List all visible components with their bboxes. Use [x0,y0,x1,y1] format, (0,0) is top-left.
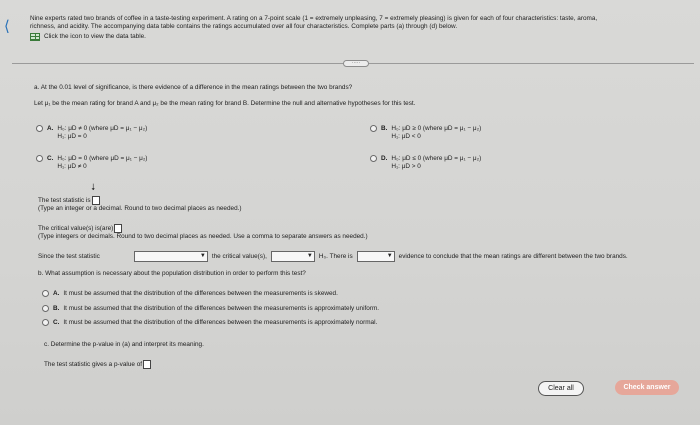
radio-option-a[interactable] [36,125,43,132]
back-chevron-icon[interactable]: ⟨ [4,18,10,35]
assumption-option-a[interactable] [42,290,338,298]
p-value-label: The test statistic gives a p-value of [44,361,143,369]
assumption-option-c[interactable] [42,319,377,327]
radio-option-d[interactable] [370,155,377,162]
critical-value-row [38,224,122,233]
option-text: It must be assumed that the distribution of the differences between the measurements is approximately uniform. [63,305,380,312]
option-h0: H₀: μD ≥ 0 (where μD = μ₁ − μ₂) [391,125,482,132]
critical-value-input[interactable] [114,224,122,233]
option-letter: D. [381,155,388,162]
conclusion-row [38,251,628,262]
since-mid: the critical value(s), [211,252,267,260]
option-text: It must be assumed that the distribution of the differences between the measurements is approximately normal. [63,319,378,326]
critical-value-label: The critical value(s) is(are) [38,225,114,233]
since-suffix: evidence to conclude that the mean ratings are different between the two brands. [398,252,628,260]
hypothesis-option-d[interactable] [370,155,481,171]
part-b-prompt: b. What assumption is necessary about the population distribution in order to perform this test? [38,270,306,277]
reject-dropdown[interactable] [271,251,315,262]
radio-assumption-c[interactable] [42,319,49,326]
option-h1: H₁: μD = 0 [57,133,87,140]
option-letter: B. [53,305,60,312]
part-a-instruction: Let μ₁ be the mean rating for brand A and μ₂ be the mean rating for brand B. Determine the null and alternative hypotheses for this test. [34,100,416,107]
option-text: It must be assumed that the distribution of the differences between the measurements is skewed. [63,290,338,297]
radio-assumption-a[interactable] [42,290,49,297]
data-link-text[interactable]: Click the icon to view the data table. [44,33,146,40]
evidence-dropdown[interactable] [357,251,395,262]
intro-line-2: richness, and acidity. The accompanying data table contains the ratings accumulated over all four characteristics. Complete parts (a) through (d) below. [30,23,458,30]
option-h1: H₁: μD ≠ 0 [57,163,87,170]
option-letter: C. [47,155,54,162]
hypothesis-option-c[interactable] [36,155,147,171]
since-prefix: Since the test statistic [38,252,100,260]
hypothesis-option-a[interactable] [36,125,147,141]
dropdown-arrow-icon: ▼ [306,253,313,259]
option-h1: H₁: μD < 0 [391,133,421,140]
dropdown-arrow-icon: ▼ [386,253,393,259]
p-value-input[interactable] [143,360,151,369]
data-table-link[interactable] [30,33,146,41]
part-a-prompt: a. At the 0.01 level of significance, is there evidence of a difference in the mean ratings between the two brands? [34,84,353,91]
option-letter: A. [47,125,54,132]
hypothesis-option-b[interactable] [370,125,481,141]
radio-option-c[interactable] [36,155,43,162]
expand-pill-button[interactable]: ····· [343,60,369,67]
test-statistic-label: The test statistic is [38,197,91,205]
dropdown-arrow-icon: ▼ [199,253,206,259]
question-intro [30,15,690,31]
test-statistic-row [38,196,100,205]
critical-value-hint: (Type integers or decimals. Round to two decimal places as needed. Use a comma to separate answers as needed.) [38,233,368,240]
comparison-dropdown[interactable] [134,251,208,262]
option-h0: H₀: μD ≠ 0 (where μD = μ₁ − μ₂) [57,125,148,132]
option-letter: A. [53,290,60,297]
p-value-row [44,360,151,369]
option-letter: B. [381,125,388,132]
option-h0: H₀: μD ≤ 0 (where μD = μ₁ − μ₂) [391,155,482,162]
assumption-option-b[interactable] [42,305,379,313]
option-letter: C. [53,319,60,326]
since-h0: H₀. There is [318,252,353,260]
intro-line-1: Nine experts rated two brands of coffee in a taste-testing experiment. A rating on a 7-point scale (1 = extremely unpleasing, 7 = extremely pleasing) is given for each of four characteristics: taste, aroma, [30,15,598,22]
radio-option-b[interactable] [370,125,377,132]
option-h1: H₁: μD > 0 [391,163,421,170]
test-statistic-input[interactable] [92,196,100,205]
test-statistic-hint: (Type an integer or a decimal. Round to two decimal places as needed.) [38,205,242,212]
data-table-icon[interactable] [30,33,40,41]
option-h0: H₀: μD = 0 (where μD = μ₁ − μ₂) [57,155,148,162]
check-answer-button[interactable]: Check answer [615,380,679,395]
clear-all-button[interactable]: Clear all [538,381,584,396]
radio-assumption-b[interactable] [42,305,49,312]
part-c-prompt: c. Determine the p-value in (a) and interpret its meaning. [44,341,204,348]
mouse-cursor-icon: ⭣ [91,182,96,192]
